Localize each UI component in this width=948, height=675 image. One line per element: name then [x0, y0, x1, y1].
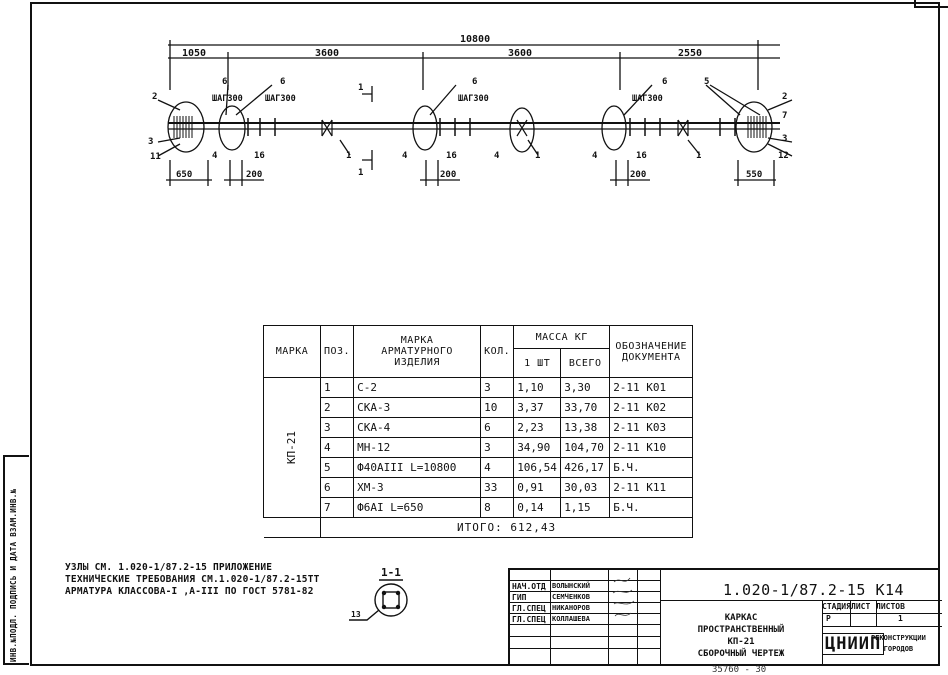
callout-4-d: 4 — [592, 151, 598, 161]
dim-total: 10800 — [460, 34, 491, 45]
sheets-header: ЛИСТОВ — [876, 602, 905, 611]
sheet-header: ЛИСТ — [851, 602, 871, 611]
callout-11: 11 — [150, 152, 161, 162]
drawing-title: КАРКАС ПРОСТРАНСТВЕННЫЙ КП-21 СБОРОЧНЫЙ ЧЕРТЕЖ — [697, 613, 785, 659]
table-row: 5 Ф40АIII L=10800 4 106,54 426,17 Б.Ч. — [264, 458, 693, 478]
step-label: ШАГ300 — [458, 94, 489, 104]
step-label: ШАГ300 — [265, 94, 296, 104]
table-row: 7 Ф6АI L=650 8 0,14 1,15 Б.Ч. — [264, 498, 693, 518]
callout-6-c: 6 — [472, 77, 478, 87]
stage-header: СТАДИЯ — [822, 602, 851, 611]
sheets-value: 1 — [898, 614, 903, 623]
dim-1050: 1050 — [182, 48, 207, 59]
note-line: УЗЛЫ СМ. 1.020-1/87.2-15 ПРИЛОЖЕНИЕ — [65, 562, 273, 573]
callout-12: 12 — [778, 151, 789, 161]
table-row: 2 СКА-3 10 3,37 33,70 2-11 К02 — [264, 398, 693, 418]
callout-1-d: 1 — [696, 151, 702, 161]
document-code: 1.020-1/87.2-15 К14 — [723, 581, 905, 599]
callout-6-b: 6 — [280, 77, 286, 87]
callout-2-left: 2 — [152, 92, 158, 102]
note-line: ТЕХНИЧЕСКИЕ ТРЕБОВАНИЯ СМ.1.020-1/87.2-15ТТ — [65, 574, 320, 585]
stage-value: Р — [826, 614, 831, 623]
corner-sheet-box — [914, 0, 948, 8]
section-1-1 — [345, 566, 445, 636]
section-mark-mid: 1 — [346, 151, 352, 161]
table-row: КП-21 1 С-2 3 1,10 3,30 2-11 К01 — [264, 378, 693, 398]
organization-name: РЕКОНСТРУКЦИИ ГОРОДОВ — [871, 634, 926, 653]
header-mark: МАРКА — [264, 326, 321, 378]
mark-cell: КП-21 — [264, 378, 321, 518]
table-row: 6 ХМ-3 33 0,91 30,03 2-11 К11 — [264, 478, 693, 498]
dim-3600-b: 3600 — [508, 48, 533, 59]
callout-2-right: 2 — [782, 92, 788, 102]
signature-grid — [510, 570, 660, 666]
table-row: 3 СКА-4 6 2,23 13,38 2-11 К03 — [264, 418, 693, 438]
dim-200-b: 200 — [440, 170, 457, 180]
step-label: ШАГ300 — [632, 94, 663, 104]
note-line: АРМАТУРА КЛАССОВА-I ,А-III ПО ГОСТ 5781-82 — [65, 586, 314, 597]
header-mass: МАССА КГ — [514, 326, 610, 349]
callout-4-b: 4 — [402, 151, 408, 161]
section-mark-bottom: 1 — [358, 168, 364, 178]
section-title: 1-1 — [381, 566, 401, 579]
callout-5: 5 — [704, 77, 710, 87]
dim-650: 650 — [176, 170, 193, 180]
role-label: ГЛ.СПЕЦ — [512, 615, 546, 624]
signer-name: НИКАНОРОВ — [552, 604, 590, 612]
dim-3600-a: 3600 — [315, 48, 340, 59]
header-doc: ОБОЗНАЧЕНИЕ ДОКУМЕНТА — [610, 326, 693, 378]
callout-3-left: 3 — [148, 137, 154, 147]
callout-3-right: 3 — [782, 134, 788, 144]
institute-logo: ЦНИИП — [822, 633, 884, 655]
header-qty: КОЛ. — [481, 326, 514, 378]
callout-16-c: 16 — [636, 151, 647, 161]
dim-200-a: 200 — [246, 170, 263, 180]
callout-1-c: 1 — [535, 151, 541, 161]
callout-4-c: 4 — [494, 151, 500, 161]
step-label: ШАГ300 — [212, 94, 243, 104]
callout-6-a: 6 — [222, 77, 228, 87]
section-pos-callout: 13 — [351, 610, 361, 619]
callout-16-b: 16 — [446, 151, 457, 161]
header-item: МАРКА АРМАТУРНОГО ИЗДЕЛИЯ — [354, 326, 481, 378]
notes-block — [65, 562, 320, 598]
role-label: НАЧ.ОТД — [512, 582, 546, 591]
signatures — [610, 574, 638, 624]
header-pos: ПОЗ. — [321, 326, 354, 378]
signer-name: СЕМЧЕНКОВ — [552, 593, 590, 601]
callout-4-a: 4 — [212, 151, 218, 161]
specification-table — [263, 325, 693, 538]
signer-name: ВОЛЫНСКИЙ — [552, 582, 590, 590]
section-mark-top: 1 — [358, 83, 364, 93]
header-mass-one: 1 ШТ — [514, 349, 561, 378]
callout-6-d: 6 — [662, 77, 668, 87]
total-sum: ИТОГО: 612,43 — [321, 518, 693, 538]
role-label: ГЛ.СПЕЦ — [512, 604, 546, 613]
signer-name: КОЛЛАШЕВА — [552, 615, 590, 623]
cage-drawing — [140, 30, 800, 200]
callout-16-a: 16 — [254, 151, 265, 161]
callout-7: 7 — [782, 111, 788, 121]
table-row: 4 МН-12 3 34,90 104,70 2-11 К10 — [264, 438, 693, 458]
dim-200-c: 200 — [630, 170, 647, 180]
dim-2550: 2550 — [678, 48, 703, 59]
archive-number: 35760 - 30 — [712, 665, 767, 675]
role-label: ГИП — [512, 593, 527, 602]
section-drawing — [345, 566, 445, 636]
dim-550: 550 — [746, 170, 763, 180]
sidebar-inventory-label: ИНВ.№ПОДЛ. ПОДПИСЬ И ДАТА ВЗАМ.ИНВ.№ — [9, 488, 18, 662]
header-mass-total: ВСЕГО — [561, 349, 610, 378]
